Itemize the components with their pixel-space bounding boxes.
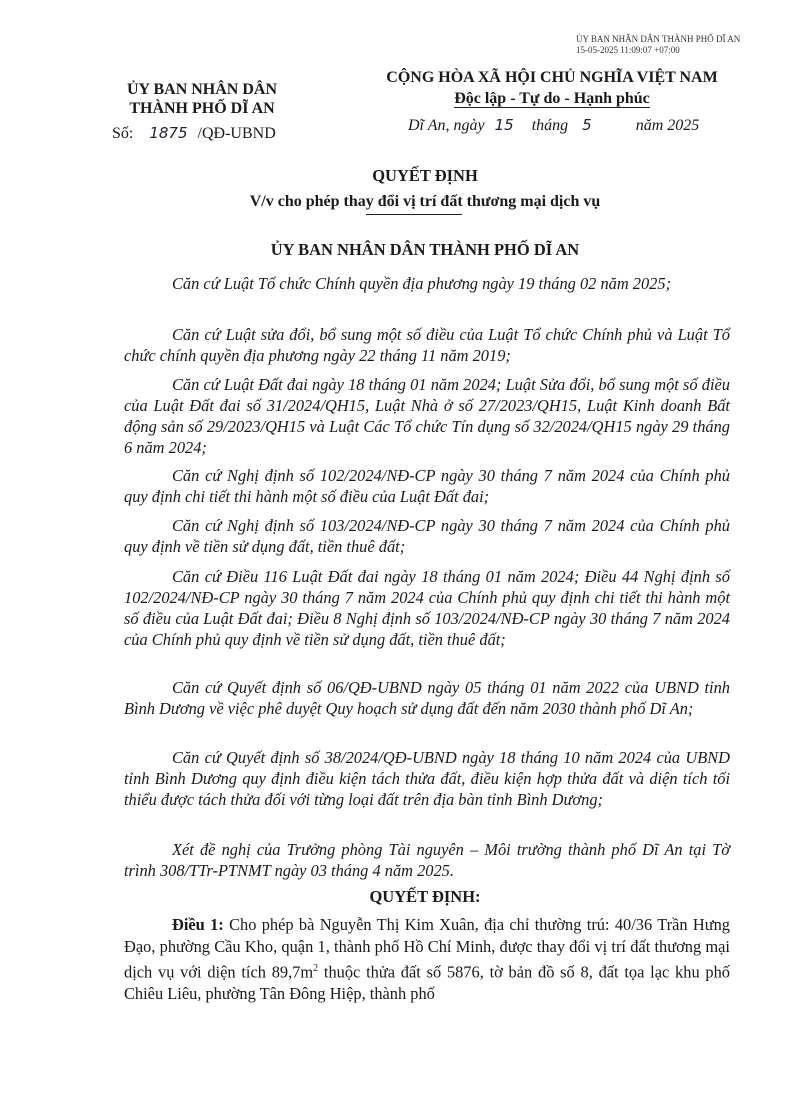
place-date	[408, 116, 699, 135]
agency-line2: THÀNH PHỐ DĨ AN	[129, 100, 275, 117]
year-text: năm 2025	[635, 117, 700, 134]
preamble-paragraph: Căn cứ Điều 116 Luật Đất đai ngày 18 tháng 01 năm 2024; Điều 44 Nghị định số 102/2024/NĐ-CP ngày 30 tháng 7 năm 2024 của Chính phủ quy định chi tiết thi hành một số điều của Luật Đất đai; Điều 8 Nghị định số 103/2024/NĐ-CP ngày 30 tháng 7 năm 2024 của Chính phủ quy định về tiền sử dụng đất, tiền thuê đất;	[124, 567, 730, 649]
subject: V/v cho phép thay đổi vị trí đất thương mại dịch vụ	[249, 193, 601, 210]
month-handwritten: 5	[582, 116, 592, 134]
motto-block	[352, 89, 752, 108]
document-number	[112, 124, 276, 143]
article-1-text: Cho phép bà Nguyễn Thị Kim Xuân, địa chỉ thường trú: 40/36 Trần Hưng Đạo, phường Cầu Kho, quận 1, thành phố Hồ Chí Minh, được thay đổi vị trí đất thương mại dịch vụ với diện tích 89,7m	[124, 915, 730, 982]
signature-stamp-datetime: 15-05-2025 11:09:07 +07:00	[576, 45, 680, 55]
article-1-text-cont: thuộc thửa đất số 5876, tờ bản đồ số 8, đất tọa lạc khu phố Chiêu Liêu, phường Tân Đông Hiệp, thành phố	[124, 962, 730, 1004]
preamble-paragraph: Căn cứ Quyết định số 06/QĐ-UBND ngày 05 tháng 01 năm 2022 của UBND tỉnh Bình Dương về việc phê duyệt Quy hoạch sử dụng đất đến năm 2030 thành phố Dĩ An;	[124, 678, 730, 718]
preamble-paragraph: Căn cứ Nghị định số 102/2024/NĐ-CP ngày 30 tháng 7 năm 2024 của Chính phủ quy định chi tiết thi hành một số điều của Luật Đất đai;	[124, 466, 730, 506]
article-1	[124, 914, 730, 1005]
signature-stamp	[576, 34, 786, 56]
issuer: ỦY BAN NHÂN DÂN THÀNH PHỐ DĨ AN	[270, 240, 580, 259]
decision-heading: QUYẾT ĐỊNH:	[369, 887, 481, 906]
number-handwritten: 1875	[149, 124, 188, 142]
subject-line	[120, 193, 730, 211]
number-label: Số:	[112, 125, 134, 142]
country-name: CỘNG HÒA XÃ HỘI CHỦ NGHĨA VIỆT NAM	[386, 69, 718, 86]
article-1-label: Điều 1:	[172, 915, 224, 934]
preamble-paragraph: Xét đề nghị của Trưởng phòng Tài nguyên – Môi trường thành phố Dĩ An tại Tờ trình 308/TTr-PTNMT ngày 03 tháng 4 năm 2025.	[124, 840, 730, 880]
motto: Độc lập - Tự do - Hạnh phúc	[454, 90, 650, 107]
number-suffix: /QĐ-UBND	[197, 125, 276, 142]
subject-underline	[366, 214, 462, 215]
place-date-prefix: Dĩ An, ngày	[408, 117, 485, 134]
preamble-paragraph: Căn cứ Luật Tổ chức Chính quyền địa phương ngày 19 tháng 02 năm 2025;	[172, 274, 672, 293]
day-handwritten: 15	[494, 116, 514, 134]
doc-type: QUYẾT ĐỊNH	[372, 166, 478, 185]
agency-line1: ỦY BAN NHÂN DÂN	[126, 81, 278, 98]
preamble-paragraph: Căn cứ Luật sửa đổi, bổ sung một số điều của Luật Tổ chức Chính phủ và Luật Tổ chức chính quyền địa phương ngày 22 tháng 11 năm 2019;	[124, 325, 730, 365]
agency-block	[104, 80, 300, 118]
preamble-paragraph: Căn cứ Quyết định số 38/2024/QĐ-UBND ngày 18 tháng 10 năm 2024 của UBND tỉnh Bình Dương quy định điều kiện tách thửa đất, điều kiện hợp thửa đất và diện tích tối thiểu được tách thửa đối với từng loại đất trên địa bàn tỉnh Bình Dương;	[124, 748, 730, 809]
preamble-paragraph: Căn cứ Luật Đất đai ngày 18 tháng 01 năm 2024; Luật Sửa đổi, bổ sung một số điều của Luật Đất đai số 31/2024/QH15, Luật Nhà ở số 27/2023/QH15, Luật Kinh doanh Bất động sản số 29/2023/QH15 và Luật Các Tổ chức Tín dụng số 32/2024/QH15 ngày 29 tháng 6 năm 2024;	[124, 375, 730, 457]
signature-stamp-org: ỦY BAN NHÂN DÂN THÀNH PHỐ DĨ AN	[576, 34, 741, 44]
article-1-sup: 2	[313, 963, 319, 974]
month-label: tháng	[531, 117, 569, 134]
preamble-paragraph: Căn cứ Nghị định số 103/2024/NĐ-CP ngày 30 tháng 7 năm 2024 của Chính phủ quy định về tiền sử dụng đất, tiền thuê đất;	[124, 516, 730, 556]
